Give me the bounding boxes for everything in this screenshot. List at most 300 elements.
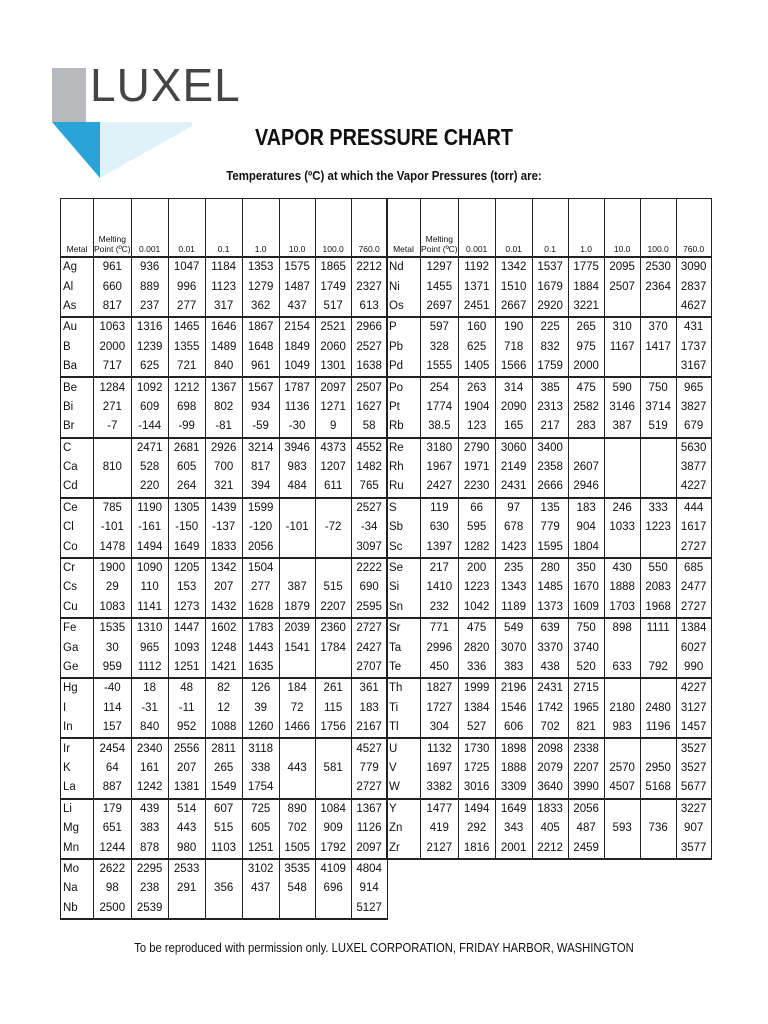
temperature-cell: 1367 [205,377,242,397]
header-metal: Metal [387,199,421,258]
temperature-cell: 336 [458,658,495,678]
temperature-cell: 3714 [640,398,676,417]
temperature-cell [604,297,640,317]
temperature-cell: 405 [532,819,568,838]
temperature-cell: 2056 [568,799,604,819]
temperature-cell: 207 [168,759,205,778]
table-row [61,819,388,838]
temperature-cell: 2521 [315,317,351,337]
temperature-cell: -31 [131,699,168,718]
element-symbol: Cr [61,558,94,578]
table-row [61,638,388,657]
element-symbol: S [387,498,421,518]
temperature-cell: 898 [604,618,640,638]
temperature-cell: 277 [168,297,205,317]
temperature-cell: 1353 [242,257,279,277]
temperature-cell [315,558,351,578]
temperature-cell: 1223 [458,578,495,597]
temperature-cell: 2966 [351,317,387,337]
element-symbol: La [61,778,94,798]
melting-point-cell: 2500 [94,899,132,919]
temperature-cell: 2471 [131,438,168,458]
temperature-cell: -120 [242,518,279,537]
temperature-cell: 161 [131,759,168,778]
temperature-cell: 356 [205,879,242,898]
table-row [61,899,388,919]
melting-point-cell: 1397 [421,537,459,557]
temperature-cell: 718 [495,338,532,357]
table-row [387,417,712,437]
temperature-cell: 1088 [205,718,242,738]
temperature-cell: 1355 [168,338,205,357]
temperature-cell: 362 [242,297,279,317]
temperature-cell: 2358 [532,458,568,477]
melting-point-cell: 2454 [94,738,132,758]
temperature-cell: 5168 [640,778,676,798]
temperature-cell: 1759 [532,357,568,377]
temperature-cell: 2212 [532,838,568,858]
temperature-cell: 2079 [532,759,568,778]
temperature-cell: 283 [568,417,604,437]
temperature-cell [315,658,351,678]
temperature-cell [279,658,315,678]
temperature-cell: 1549 [205,778,242,798]
temperature-cell: 2295 [131,859,168,879]
temperature-cell: 2790 [458,438,495,458]
element-symbol: Al [61,277,94,296]
temperature-cell: 18 [131,678,168,698]
temperature-cell: 2727 [351,618,387,638]
temperature-cell: 265 [568,317,604,337]
element-symbol: Co [61,537,94,557]
melting-point-cell: 2427 [421,477,459,497]
temperature-cell: 678 [495,518,532,537]
temperature-cell: 1223 [640,518,676,537]
temperature-cell [640,738,676,758]
header-pressure: 0.001 [458,199,495,258]
temperature-cell [604,738,640,758]
temperature-cell [604,477,640,497]
temperature-cell: 277 [242,578,279,597]
temperature-cell: 1703 [604,598,640,618]
temperature-cell: 2727 [351,778,387,798]
temperature-cell: 821 [568,718,604,738]
temperature-cell: 1599 [242,498,279,518]
temperature-cell: 1384 [676,618,711,638]
temperature-cell [279,537,315,557]
element-symbol: K [61,759,94,778]
melting-point-cell: 1297 [421,257,459,277]
element-symbol: V [387,759,421,778]
temperature-cell: -81 [205,417,242,437]
temperature-cell [604,458,640,477]
logo-gray-square [52,68,86,122]
temperature-cell: 1775 [568,257,604,277]
page-title: VAPOR PRESSURE CHART [255,124,513,150]
temperature-cell: 1465 [168,317,205,337]
temperature-cell: 3127 [676,699,711,718]
temperature-cell: 2313 [532,398,568,417]
temperature-cell: 58 [351,417,387,437]
temperature-cell: 1756 [315,718,351,738]
temperature-cell: 292 [458,819,495,838]
temperature-cell: 160 [458,317,495,337]
temperature-cell: 6027 [676,638,711,657]
temperature-cell: 1212 [168,377,205,397]
temperature-cell: 2056 [242,537,279,557]
temperature-cell: 246 [604,498,640,518]
table-row [61,859,388,879]
temperature-cell: 514 [168,799,205,819]
table-row [387,819,712,838]
temperature-cell: 3370 [532,638,568,657]
temperature-cell: 1888 [604,578,640,597]
temperature-cell: 1192 [458,257,495,277]
temperature-cell: 1627 [351,398,387,417]
temperature-cell: 750 [568,618,604,638]
temperature-cell: 1301 [315,357,351,377]
element-symbol: Cs [61,578,94,597]
temperature-cell [640,297,676,317]
temperature-cell: 517 [315,297,351,317]
temperature-cell: 1316 [131,317,168,337]
temperature-cell: 750 [640,377,676,397]
temperature-cell: 4507 [604,778,640,798]
header-pressure: 760.0 [351,199,387,258]
temperature-cell: 3090 [676,257,711,277]
temperature-cell: 679 [676,417,711,437]
temperature-cell: 2327 [351,277,387,296]
temperature-cell: 5127 [351,899,387,919]
temperature-cell [279,738,315,758]
element-symbol: Y [387,799,421,819]
table-row [61,678,388,698]
temperature-cell: 3060 [495,438,532,458]
temperature-cell: 2707 [351,658,387,678]
temperature-cell: 721 [168,357,205,377]
melting-point-cell: 304 [421,718,459,738]
temperature-cell: 2527 [351,498,387,518]
temperature-cell: 1371 [458,277,495,296]
melting-point-cell: 959 [94,658,132,678]
temperature-cell: 983 [279,458,315,477]
temperature-cell: 2530 [640,257,676,277]
temperature-cell: 72 [279,699,315,718]
temperature-cell: 702 [532,718,568,738]
temperature-cell: 217 [532,417,568,437]
element-symbol: Zr [387,838,421,858]
temperature-cell: 606 [495,718,532,738]
temperature-cell: 3227 [676,799,711,819]
temperature-cell: 1207 [315,458,351,477]
temperature-cell: 609 [131,398,168,417]
temperature-cell: 1617 [676,518,711,537]
element-symbol: As [61,297,94,317]
header-pressure: 0.1 [532,199,568,258]
temperature-cell [315,778,351,798]
temperature-cell: 350 [568,558,604,578]
temperature-cell: 590 [604,377,640,397]
header-melting-line2: Point (ºC) [94,244,131,254]
temperature-cell: 1546 [495,699,532,718]
temperature-cell: 1595 [532,537,568,557]
melting-point-cell: 1244 [94,838,132,858]
element-symbol: Hg [61,678,94,698]
element-symbol: Ti [387,699,421,718]
temperature-cell: -161 [131,518,168,537]
page-subtitle: Temperatures (ºC) at which the Vapor Pressures (torr) are: [226,168,542,183]
table-row [387,297,712,317]
table-row [387,458,712,477]
temperature-cell: 1485 [532,578,568,597]
temperature-cell: 2338 [568,738,604,758]
temperature-cell: 611 [315,477,351,497]
temperature-cell: 475 [458,618,495,638]
temperature-cell: 528 [131,458,168,477]
temperature-cell: 1725 [458,759,495,778]
temperature-cell: 1111 [640,618,676,638]
temperature-cell: 1090 [131,558,168,578]
temperature-cell [604,838,640,858]
header-metal: Metal [61,199,94,258]
temperature-cell: -72 [315,518,351,537]
temperature-cell: 314 [495,377,532,397]
table-row [387,738,712,758]
melting-point-cell: 1083 [94,598,132,618]
temperature-cell: 4804 [351,859,387,879]
temperature-cell: 1248 [205,638,242,657]
melting-point-cell: 1063 [94,317,132,337]
temperature-cell: 1968 [640,598,676,618]
temperature-cell: 696 [315,879,351,898]
temperature-cell: 2083 [640,578,676,597]
vapor-pressure-table-left [60,198,388,920]
temperature-cell: 1602 [205,618,242,638]
temperature-cell: 361 [351,678,387,698]
melting-point-cell: 1477 [421,799,459,819]
temperature-cell: 220 [131,477,168,497]
temperature-cell: 200 [458,558,495,578]
temperature-cell [279,778,315,798]
temperature-cell: 3527 [676,738,711,758]
temperature-cell: 2060 [315,338,351,357]
table-row [61,277,388,296]
melting-point-cell: 3180 [421,438,459,458]
melting-point-cell: 1827 [421,678,459,698]
temperature-cell: 1189 [495,598,532,618]
temperature-cell: 1833 [205,537,242,557]
header-melting-line1: Melting [98,234,127,244]
temperature-cell: 1784 [315,638,351,657]
temperature-cell: 1279 [242,277,279,296]
temperature-cell: 625 [458,338,495,357]
temperature-cell: 2154 [279,317,315,337]
temperature-cell [315,537,351,557]
element-symbol: In [61,718,94,738]
temperature-cell: 690 [351,578,387,597]
temperature-cell: 1737 [676,338,711,357]
temperature-cell: 1567 [242,377,279,397]
table-row [61,537,388,557]
melting-point-cell [94,477,132,497]
temperature-cell [640,477,676,497]
element-symbol: Sr [387,618,421,638]
table-header-row [387,199,712,258]
temperature-cell: 3214 [242,438,279,458]
melting-point-cell: 179 [94,799,132,819]
temperature-cell: 2539 [131,899,168,919]
temperature-cell: 487 [568,819,604,838]
table-row [387,477,712,497]
temperature-cell: 700 [205,458,242,477]
temperature-cell: 2364 [640,277,676,296]
melting-point-cell: 98 [94,879,132,898]
temperature-cell: 9 [315,417,351,437]
temperature-cell: 1489 [205,338,242,357]
temperature-cell: 2507 [604,277,640,296]
temperature-cell: 1305 [168,498,205,518]
element-symbol: Ag [61,257,94,277]
melting-point-cell: 660 [94,277,132,296]
table-row [387,618,712,638]
table-row [387,578,712,597]
temperature-cell: 1679 [532,277,568,296]
temperature-cell [640,838,676,858]
temperature-cell: 97 [495,498,532,518]
temperature-cell: 2212 [351,257,387,277]
temperature-cell: 605 [242,819,279,838]
temperature-cell: 4627 [676,297,711,317]
temperature-cell: 3535 [279,859,315,879]
temperature-cell: 519 [640,417,676,437]
temperature-cell: -150 [168,518,205,537]
temperature-cell: 1965 [568,699,604,718]
temperature-cell: 310 [604,317,640,337]
temperature-cell: 2715 [568,678,604,698]
temperature-cell: -101 [279,518,315,537]
temperature-cell [279,558,315,578]
header-pressure: 100.0 [315,199,351,258]
header-pressure: 0.1 [205,199,242,258]
temperature-cell: 889 [131,277,168,296]
melting-point-cell: 1555 [421,357,459,377]
temperature-cell [604,678,640,698]
table-row [387,838,712,858]
header-melting-point [421,199,459,258]
temperature-cell: 3102 [242,859,279,879]
table-row [61,838,388,858]
table-row [387,699,712,718]
temperature-cell: 2098 [532,738,568,758]
table-row [387,398,712,417]
element-symbol: Pb [387,338,421,357]
element-symbol: Tl [387,718,421,738]
temperature-cell: 2001 [495,838,532,858]
header-pressure: 760.0 [676,199,711,258]
temperature-cell: -34 [351,518,387,537]
melting-point-cell: 2697 [421,297,459,317]
temperature-cell: 183 [568,498,604,518]
melting-point-cell: 30 [94,638,132,657]
table-row [387,438,712,458]
temperature-cell: 1804 [568,537,604,557]
table-header-row [61,199,388,258]
temperature-cell: 1342 [205,558,242,578]
temperature-cell: 2527 [351,338,387,357]
temperature-cell [640,458,676,477]
temperature-cell: 1510 [495,277,532,296]
temperature-cell: 3827 [676,398,711,417]
temperature-cell: 1042 [458,598,495,618]
temperature-cell: 965 [676,377,711,397]
temperature-cell: 639 [532,618,568,638]
table-row [61,477,388,497]
temperature-cell: 2480 [640,699,676,718]
temperature-cell: 183 [351,699,387,718]
temperature-cell: 225 [532,317,568,337]
temperature-cell [640,638,676,657]
temperature-cell: 2556 [168,738,205,758]
header-pressure: 10.0 [279,199,315,258]
table-row [387,799,712,819]
temperature-cell: 779 [532,518,568,537]
temperature-cell: 527 [458,718,495,738]
temperature-cell: 765 [351,477,387,497]
temperature-cell [168,899,205,919]
temperature-cell: 5677 [676,778,711,798]
temperature-cell: 430 [604,558,640,578]
temperature-cell: -99 [168,417,205,437]
temperature-cell: 12 [205,699,242,718]
melting-point-cell: 1132 [421,738,459,758]
temperature-cell [604,438,640,458]
temperature-cell: 2570 [604,759,640,778]
temperature-cell: 3990 [568,778,604,798]
temperature-cell [604,537,640,557]
temperature-cell: 2837 [676,277,711,296]
temperature-cell: 439 [131,799,168,819]
melting-point-cell: 1774 [421,398,459,417]
temperature-cell: 1783 [242,618,279,638]
temperature-cell: 264 [168,477,205,497]
element-symbol: Os [387,297,421,317]
temperature-cell: 263 [458,377,495,397]
temperature-cell: 4227 [676,477,711,497]
temperature-cell: 153 [168,578,205,597]
temperature-cell: 1092 [131,377,168,397]
temperature-cell: 265 [205,759,242,778]
temperature-cell: 2149 [495,458,532,477]
header-pressure: 10.0 [604,199,640,258]
temperature-cell: 1505 [279,838,315,858]
melting-point-cell: 254 [421,377,459,397]
element-symbol: Mn [61,838,94,858]
temperature-cell: 126 [242,678,279,698]
melting-point-cell: 1535 [94,618,132,638]
temperature-cell: 1494 [131,537,168,557]
melting-point-cell: 1478 [94,537,132,557]
temperature-cell: 3167 [676,357,711,377]
temperature-cell: 2533 [168,859,205,879]
element-symbol: Ba [61,357,94,377]
temperature-cell: 736 [640,819,676,838]
temperature-cell: 685 [676,558,711,578]
temperature-cell: 4373 [315,438,351,458]
temperature-cell: 2582 [568,398,604,417]
temperature-cell: 1047 [168,257,205,277]
melting-point-cell: 419 [421,819,459,838]
temperature-cell: 2459 [568,838,604,858]
